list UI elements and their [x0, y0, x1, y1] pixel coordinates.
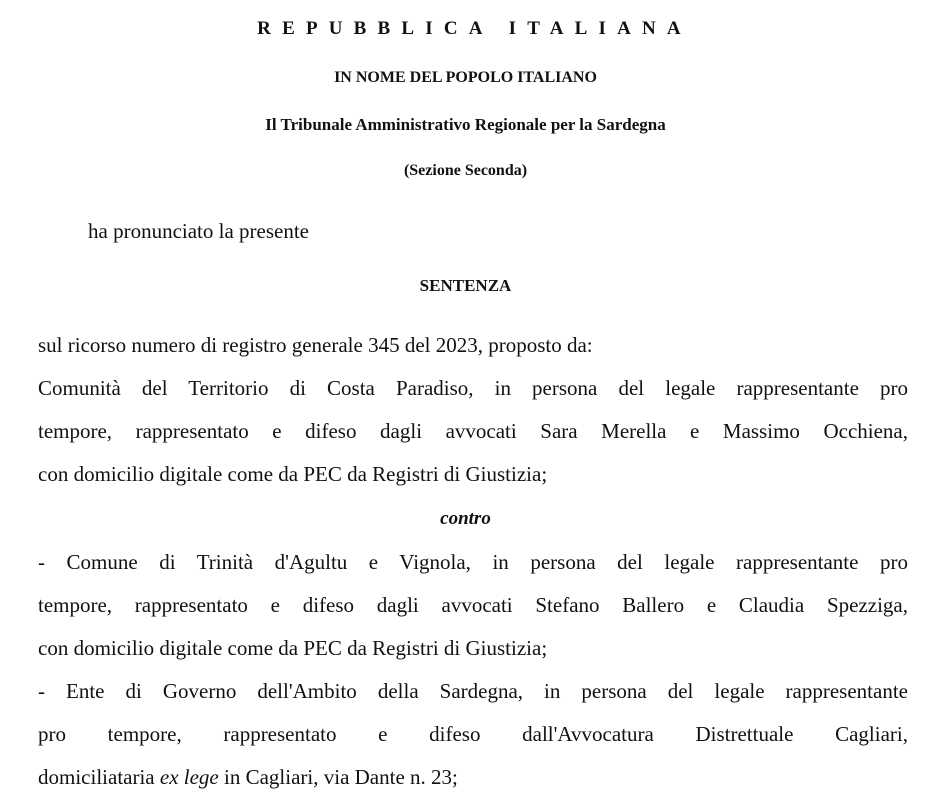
party1-line-2: tempore, rappresentato e difeso dagli avvocati Stefano Ballero e Claudia Spezziga,	[38, 593, 908, 617]
ex-lege-italic: ex lege	[159, 765, 219, 789]
party2-line-1: - Ente di Governo dell'Ambito della Sardegna, in persona del legale rappresentante	[38, 679, 908, 703]
party2-line-3-start: domiciliataria	[38, 765, 160, 789]
party1-line-3: con domicilio digitale come da PEC da Registri di Giustizia;	[38, 636, 548, 660]
ricorso-line-4: con domicilio digitale come da PEC da Registri di Giustizia;	[38, 462, 548, 486]
tribunale-heading: Il Tribunale Amministrativo Regionale per la Sardegna	[265, 115, 666, 134]
ricorso-line-1: sul ricorso numero di registro generale 345 del 2023, proposto da:	[38, 333, 593, 357]
party2-line-2: pro tempore, rappresentato e difeso dall'Avvocatura Distrettuale Cagliari,	[38, 722, 908, 746]
party2-line-3-end: in Cagliari, via Dante n. 23;	[218, 765, 458, 789]
sezione-heading: (Sezione Seconda)	[403, 162, 528, 179]
party1-line-1: - Comune di Trinità d'Agultu e Vignola, in persona del legale rappresentante pro	[38, 550, 908, 574]
sentenza-heading: SENTENZA	[419, 276, 512, 295]
popolo-heading: IN NOME DEL POPOLO ITALIANO	[334, 69, 597, 86]
republic-heading: REPUBBLICA ITALIANA	[257, 18, 692, 39]
ricorso-line-3: tempore, rappresentato e difeso dagli avvocati Sara Merella e Massimo Occhiena,	[38, 419, 908, 443]
intro-text: ha pronunciato la presente	[88, 219, 309, 243]
contro-heading: contro	[440, 508, 491, 529]
ricorso-line-2: Comunità del Territorio di Costa Paradiso, in persona del legale rappresentante pro	[38, 376, 908, 400]
party2-line-3	[38, 765, 908, 790]
